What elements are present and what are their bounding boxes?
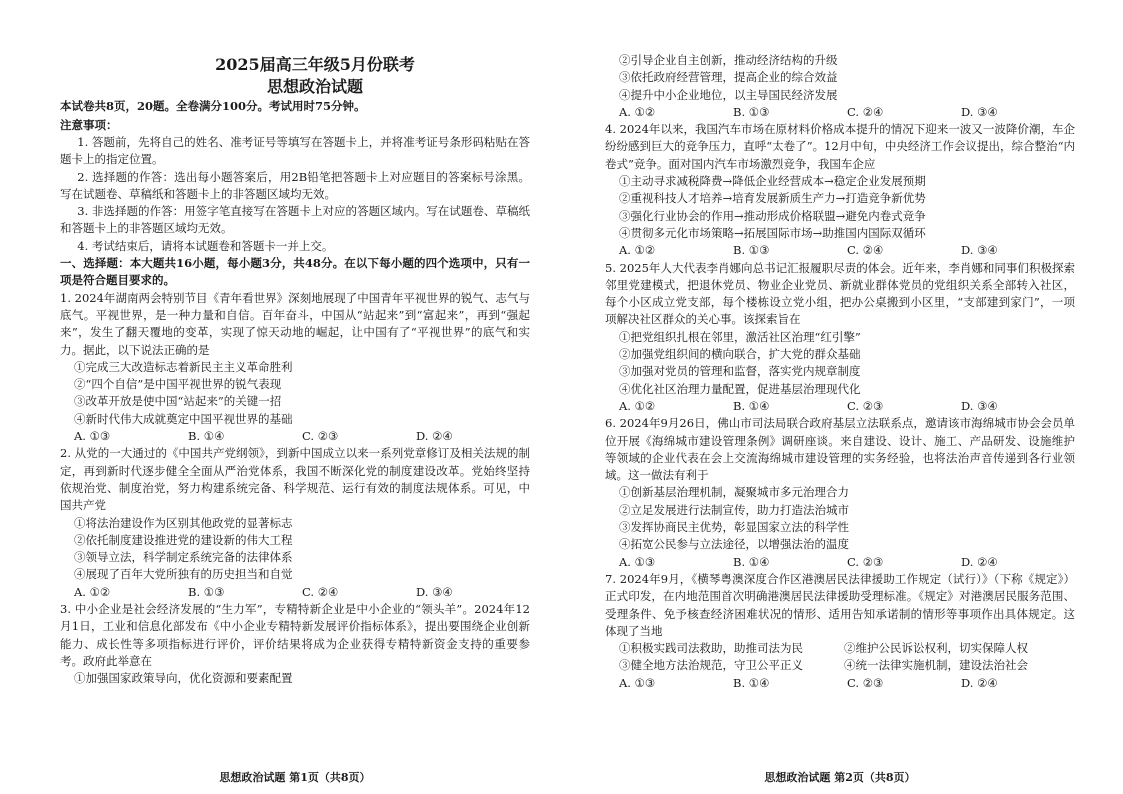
question-option: ①积极实践司法救助，助推司法为民 (619, 641, 803, 656)
answer-choices (60, 428, 530, 445)
choice-c: C. ②③ (847, 675, 884, 690)
question-2 (60, 445, 530, 601)
note-item: 3. 非选择题的作答：用签字笔直接写在答题卡上对应的答题区域内。写在试题卷、草稿纸和答题卡上的非答题区域均无效。 (60, 204, 530, 236)
exam-subtitle: 思想政治试题 (266, 77, 363, 96)
question-option: ②立足发展进行法制宣传，助力打造法治城市 (619, 502, 849, 517)
question-7 (605, 571, 1075, 692)
choice-a: A. ①② (74, 584, 111, 599)
choice-b: B. ①④ (733, 675, 770, 690)
question-3 (60, 601, 530, 687)
question-option: ③发挥协商民主优势，彰显国家立法的科学性 (619, 520, 849, 535)
exam-intro: 本试卷共8页，20题。全卷满分100分。考试用时75分钟。 (60, 99, 366, 113)
question-option: ④展现了百年大党所独有的历史担当和自觉 (74, 567, 293, 582)
choice-d: D. ③④ (961, 398, 998, 413)
choice-b: B. ①③ (733, 243, 770, 258)
question-option: ②“四个自信”是中国平视世界的锐气表现 (74, 377, 282, 392)
choice-a: A. ①② (619, 398, 656, 413)
choice-d: D. ②④ (961, 675, 998, 690)
question-option: ①加强国家政策导向，优化资源和要素配置 (74, 671, 293, 686)
question-option: ①主动寻求减税降费→降低企业经营成本→稳定企业发展预期 (619, 174, 926, 189)
choice-c: C. ②③ (847, 554, 884, 569)
question-4 (605, 121, 1075, 259)
section-heading: 一、选择题：本大题共16小题，每小题3分，共48分。在以下每小题的四个选项中，只有一项是符合题目要求的。 (60, 256, 530, 288)
answer-choices (605, 242, 1075, 259)
question-option-row (605, 657, 1075, 674)
choice-c: C. ②③ (847, 398, 884, 413)
question-option: ③健全地方法治规范，守卫公平正义 (619, 658, 803, 673)
question-option-row (605, 640, 1075, 657)
question-option: ③改革开放是使中国“站起来”的关键一招 (74, 394, 282, 409)
notes-heading: 注意事项： (60, 118, 118, 132)
choice-c: C. ②④ (302, 584, 339, 599)
left-column (60, 0, 530, 688)
choice-d: D. ②④ (961, 554, 998, 569)
answer-choices (605, 675, 1075, 692)
question-option: ③领导立法，科学制定系统完备的法律体系 (74, 550, 293, 565)
question-6 (605, 415, 1075, 571)
question-option: ②维护公民诉讼权利，切实保障人权 (844, 641, 1028, 656)
question-stem: 2. 从党的一大通过的《中国共产党纲领》，到新中国成立以来一系列党章修订及相关法规的制定，再到新时代逐步健全全面从严治党体系，我国不断深化党的制度建设改革。党始终坚持依规治党、制度治党，努力构建系统完备、科学规范、运行有效的制度法规体系。可见，中国共产党 (60, 446, 530, 513)
question-stem: 6. 2024年9月26日，佛山市司法局联合政府基层立法联系点，邀请该市海绵城市协会会员单位开展《海绵城市建设管理条例》调研座谈。来自建设、设计、施工、产品研发、设施维护等领域的企业代表在会上交流海绵城市建设管理的实务经验，也将法治声音传递到各行业领域。这一做法有利于 (605, 416, 1075, 483)
question-option: ④拓宽公民参与立法途径，以增强法治的温度 (619, 537, 849, 552)
question-option: ②加强党组织间的横向联合，扩大党的群众基础 (619, 347, 861, 362)
choice-b: B. ①④ (733, 554, 770, 569)
question-option: ①将法治建设作为区别其他政党的显著标志 (74, 515, 293, 530)
question-stem: 7. 2024年9月，《横琴粤澳深度合作区港澳居民法律援助工作规定（试行）》（下称《规定》）正式印发，在内地范围首次明确港澳居民法律援助受理标准。《规定》对港澳居民服务范围、受理条件、免予核查经济困难状况的情形、适用告知承诺制的情形等事项作出具体规定。这体现了当地 (605, 571, 1075, 638)
question-3-continued (605, 52, 1075, 121)
question-option: ④提升中小企业地位，以主导国民经济发展 (619, 87, 838, 102)
choice-a: A. ①② (619, 104, 656, 119)
question-option: ②引导企业自主创新，推动经济结构的升级 (619, 53, 838, 67)
question-option: ③依托政府经营管理，提高企业的综合效益 (619, 70, 838, 85)
answer-choices (60, 584, 530, 601)
page-footer-left: 思想政治试题 第1页（共8页） (219, 771, 371, 784)
question-option: ④新时代伟大成就奠定中国平视世界的基础 (74, 411, 293, 426)
choice-b: B. ①④ (733, 398, 770, 413)
choice-a: A. ①③ (74, 429, 111, 444)
question-stem: 4. 2024年以来，我国汽车市场在原材料价格成本提升的情况下迎来一波又一波降价潮，车企纷纷感到巨大的竞争压力，直呼“太卷了”。12月中旬，中央经济工作会议提出，综合整治“内卷式”竞争。面对国内汽车市场激烈竞争，我国车企应 (605, 122, 1075, 171)
choice-d: D. ③④ (416, 584, 453, 599)
answer-choices (605, 104, 1075, 121)
question-stem: 1. 2024年湖南两会特别节目《青年看世界》深刻地展现了中国青年平视世界的锐气、志气与底气。平视世界，是一种力量和自信。百年奋斗，中国从“站起来”到“富起来”，再到“强起来”，发生了翻天覆地的变革，实现了惊天动地的崛起，让中国有了“平视世界”的底气和实力。据此，以下说法正确的是 (60, 290, 530, 357)
choice-a: A. ①② (619, 243, 656, 258)
question-option: ①完成三大改造标志着新民主主义革命胜利 (74, 359, 293, 374)
choice-c: C. ②③ (302, 429, 339, 444)
page-footer-right: 思想政治试题 第2页（共8页） (764, 771, 916, 784)
question-stem: 5. 2025年人大代表李肖娜向总书记汇报履职尽责的体会。近年来，李肖娜和同事们积极探索邻里党建模式，把退休党员、物业企业党员、新就业群体党员的党组织关系全部转入社区，每个小区成立党支部，每个楼栋设立党小组，把办公桌搬到小区里，“支部建到家门”，一项项解决社区群众的关心事。该探索旨在 (605, 260, 1075, 327)
question-option: ②重视科技人才培养→培育发展新质生产力→打造竞争新优势 (619, 191, 926, 206)
exam-title: 2025届高三年级5月份联考 (215, 55, 415, 74)
right-column (605, 0, 1075, 692)
choice-c: C. ②④ (847, 104, 884, 119)
answer-choices (605, 554, 1075, 571)
choice-a: A. ①③ (619, 675, 656, 690)
note-item: 4. 考试结束后，请将本试题卷和答题卡一并上交。 (77, 238, 334, 253)
question-stem: 3. 中小企业是社会经济发展的“生力军”，专精特新企业是中小企业的“领头羊”。2024年12月1日，工业和信息化部发布《中小企业专精特新发展评价指标体系》，提出要围绕企业创新能力、成长性等多项指标进行评价，评价结果将成为企业获得专精特新资金支持的重要参考。政府此举意在 (60, 602, 530, 668)
question-option: ④统一法律实施机制，建设法治社会 (844, 658, 1028, 673)
question-option: ①创新基层治理机制，凝聚城市多元治理合力 (619, 485, 849, 500)
choice-b: B. ①③ (733, 104, 770, 119)
choice-c: C. ②④ (847, 243, 884, 258)
question-1 (60, 290, 530, 446)
question-option: ③强化行业协会的作用→推动形成价格联盟→避免内卷式竞争 (619, 208, 926, 223)
choice-a: A. ①③ (619, 554, 656, 569)
choice-d: D. ③④ (961, 104, 998, 119)
choice-b: B. ①④ (188, 429, 225, 444)
question-option: ④优化社区治理力量配置，促进基层治理现代化 (619, 381, 861, 396)
note-item: 2. 选择题的作答：选出每小题答案后，用2B铅笔把答题卡上对应题目的答案标号涂黑。写在试题卷、草稿纸和答题卡上的非答题区域均无效。 (60, 169, 530, 201)
choice-d: D. ③④ (961, 243, 998, 258)
choice-d: D. ②④ (416, 429, 453, 444)
choice-b: B. ①③ (188, 584, 225, 599)
note-item: 1. 答题前，先将自己的姓名、准考证号等填写在答题卡上，并将准考证号条形码粘贴在答题卡上的指定位置。 (60, 135, 530, 167)
question-option: ④贯彻多元化市场策略→拓展国际市场→助推国内国际双循环 (619, 225, 926, 240)
question-5 (605, 260, 1075, 416)
question-option: ①把党组织扎根在邻里，激活社区治理“红引擎” (619, 329, 861, 344)
question-option: ②依托制度建设推进党的建设新的伟大工程 (74, 532, 293, 547)
answer-choices (605, 398, 1075, 415)
question-option: ③加强对党员的管理和监督，落实党内规章制度 (619, 364, 861, 379)
